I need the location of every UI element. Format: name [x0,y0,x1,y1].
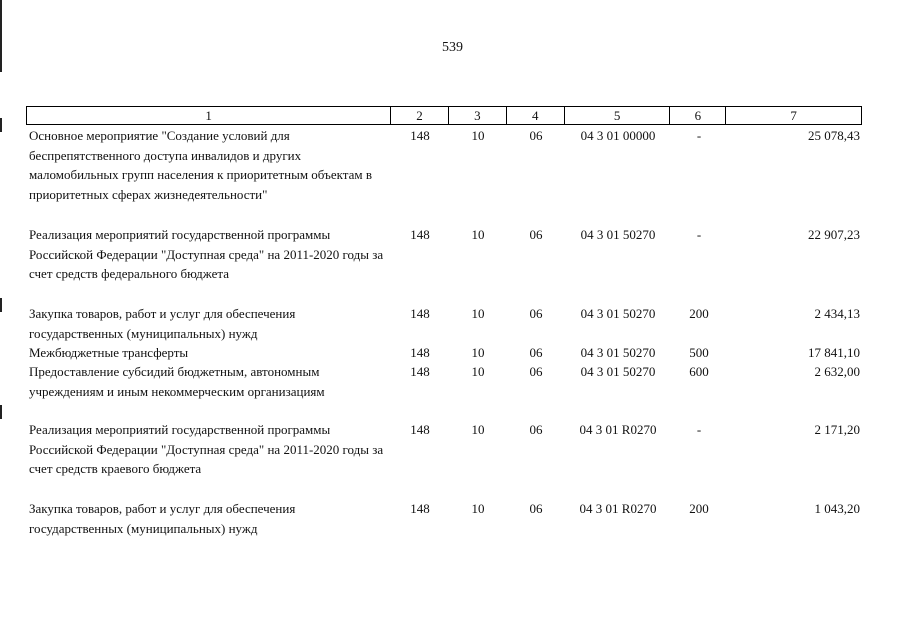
row-name: Реализация мероприятий государственной программы Российской Федерации "Доступная среда" на 2011-2020 годы за счет средств федерального бюджета [29,227,384,281]
row-col-7: 17 841,10 [808,345,860,360]
table-row [26,362,862,401]
row-col-6: - [696,128,702,143]
row-col-2: 148 [410,501,430,516]
row-col-4: 06 [529,128,543,143]
row-col-5: 04 3 01 50270 [580,227,656,242]
row-col-4: 06 [529,422,543,437]
scan-edge-mark-middle [0,118,2,132]
row-col-6: 500 [689,345,709,360]
table-header-col-7: 7 [790,108,797,123]
table-row [26,343,862,363]
row-col-3: 10 [471,501,485,516]
row-col-3: 10 [471,364,485,379]
row-col-2: 148 [410,227,430,242]
table-row [26,225,862,284]
row-col-4: 06 [529,227,543,242]
row-col-7: 2 632,00 [814,364,860,379]
table-header-col-4: 4 [507,107,565,124]
row-col-2: 148 [410,345,430,360]
row-name: Реализация мероприятий государственной программы Российской Федерации "Доступная среда" на 2011-2020 годы за счет средств краевого бюджета [29,422,384,476]
row-col-6: 200 [689,501,709,516]
row-col-6: 200 [689,306,709,321]
row-col-2: 148 [410,128,430,143]
row-name: Закупка товаров, работ и услуг для обеспечения государственных (муниципальных) нужд [29,306,296,341]
row-col-3: 10 [471,128,485,143]
scan-edge-mark-lower-2 [0,405,2,419]
table-header-col-2: 2 [391,107,449,124]
row-name: Предоставление субсидий бюджетным, автономным учреждениям и иным некоммерческим организациям [29,364,325,399]
scan-edge-mark-top [0,0,2,72]
row-col-4: 06 [529,364,543,379]
row-col-3: 10 [471,306,485,321]
table-row [26,304,862,343]
table-row [26,499,862,538]
row-name: Закупка товаров, работ и услуг для обеспечения государственных (муниципальных) нужд [29,501,296,536]
row-col-6: 600 [689,364,709,379]
row-col-6: - [696,227,702,242]
table-header-col-5: 5 [565,107,671,124]
row-col-5: 04 3 01 R0270 [579,501,657,516]
table-row [26,126,862,204]
row-col-4: 06 [529,306,543,321]
row-col-5: 04 3 01 R0270 [579,422,657,437]
row-name: Основное мероприятие "Создание условий для беспрепятственного доступа инвалидов и других маломобильных групп населения к приоритетным объектам в приоритетных сферах жизнедеятельности" [29,128,372,202]
table-header-row [26,106,862,125]
row-col-2: 148 [410,422,430,437]
page-number: 539 [442,40,463,55]
table-row [26,420,862,479]
row-col-7: 2 434,13 [814,306,860,321]
table-header-col-6: 6 [670,107,726,124]
row-col-3: 10 [471,345,485,360]
row-col-5: 04 3 01 50270 [580,306,656,321]
row-col-5: 04 3 01 50270 [580,364,656,379]
row-col-3: 10 [471,422,485,437]
row-col-3: 10 [471,227,485,242]
scan-edge-mark-lower [0,298,2,312]
row-col-2: 148 [410,306,430,321]
row-col-6: - [696,422,702,437]
row-col-7: 1 043,20 [814,501,860,516]
table-header-col-1: 1 [27,107,391,124]
row-col-7: 22 907,23 [808,227,860,242]
row-col-4: 06 [529,345,543,360]
row-col-7: 25 078,43 [808,128,860,143]
row-name: Межбюджетные трансферты [29,345,189,360]
table-header-col-3: 3 [449,107,507,124]
row-col-2: 148 [410,364,430,379]
row-col-4: 06 [529,501,543,516]
row-col-5: 04 3 01 00000 [580,128,656,143]
row-col-7: 2 171,20 [814,422,860,437]
row-col-5: 04 3 01 50270 [580,345,656,360]
